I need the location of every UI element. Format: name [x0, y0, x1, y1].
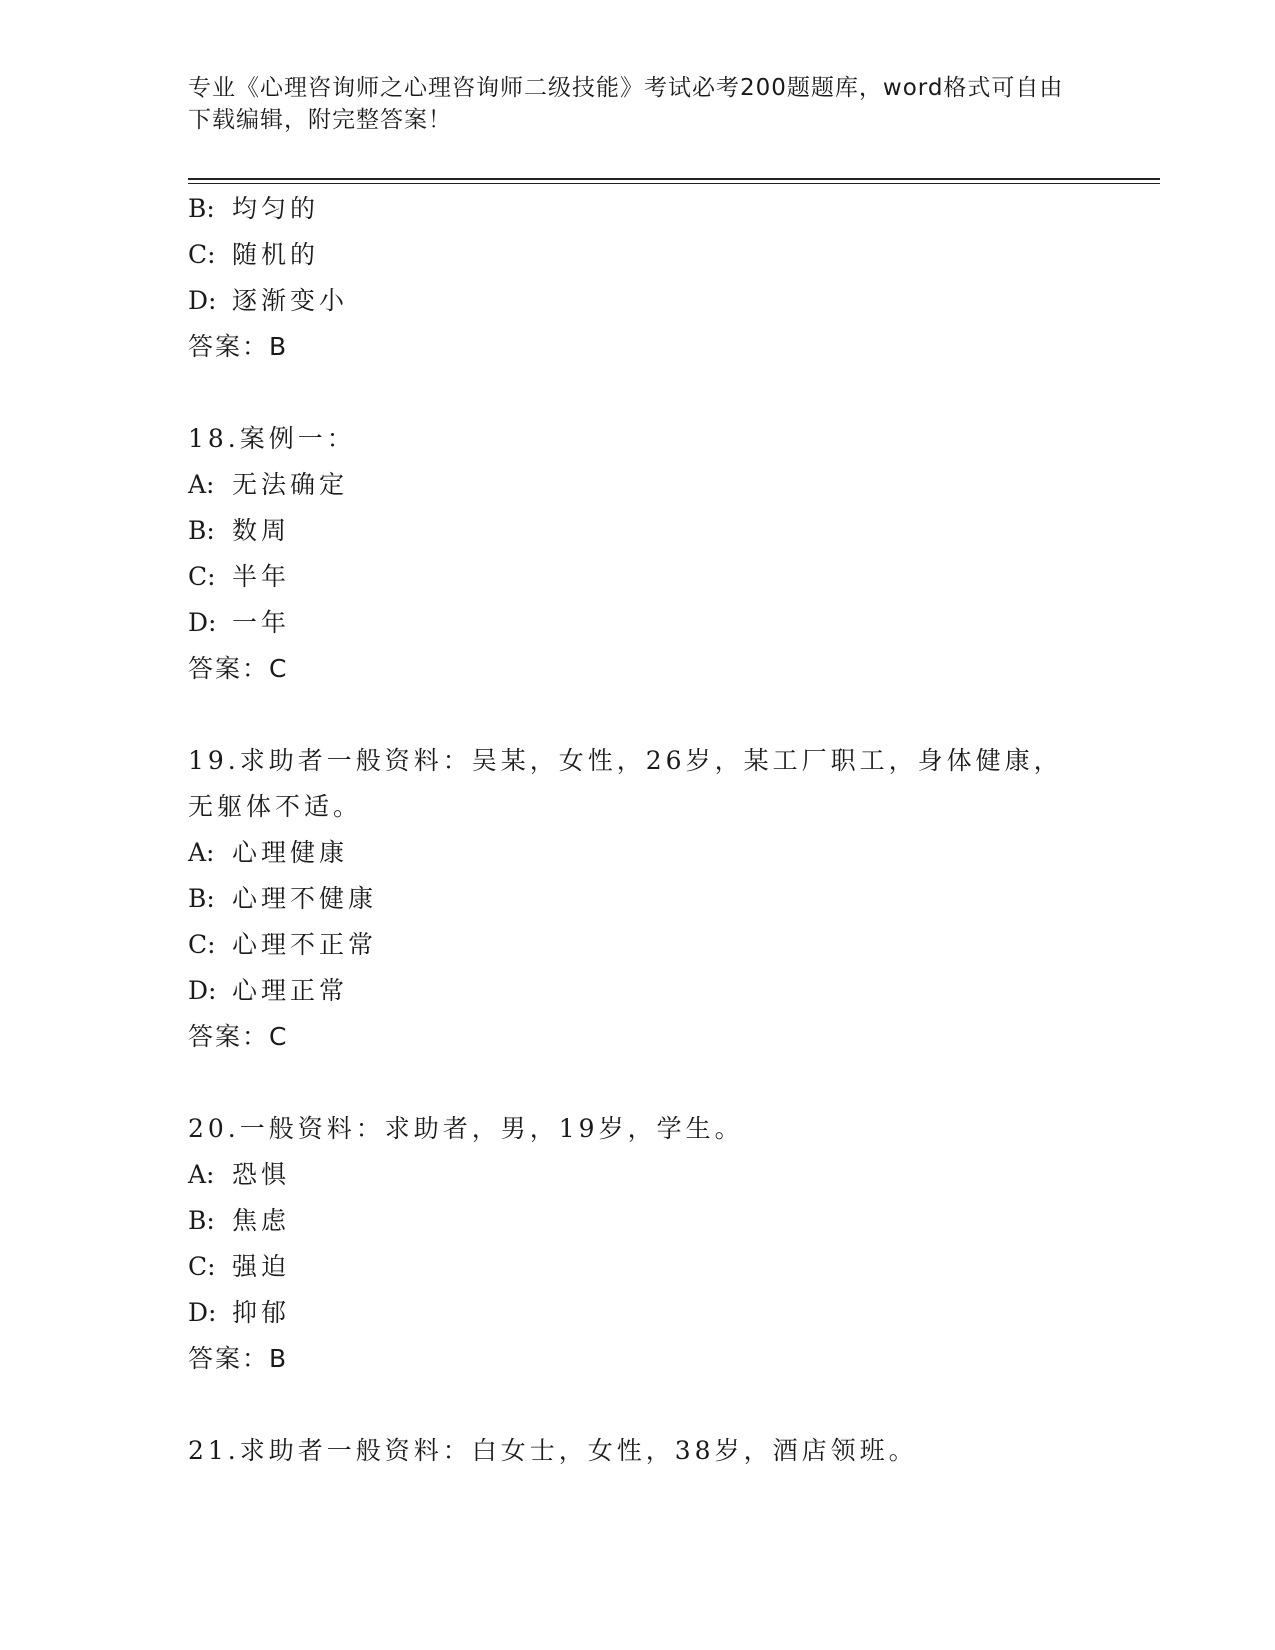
header-rule-thick	[188, 178, 1160, 180]
spacer	[188, 692, 1088, 738]
option-label: 心理不正常	[232, 930, 378, 959]
option-label: 随机的	[232, 240, 320, 269]
option-label: 强迫	[232, 1252, 291, 1281]
option-line	[188, 232, 1088, 278]
answer-line: 答案：B	[188, 1344, 289, 1373]
option-key: A:	[188, 470, 215, 499]
option-key: C:	[188, 240, 216, 269]
option-key: B:	[188, 1206, 215, 1235]
option-line	[188, 278, 1088, 324]
option-line	[188, 186, 1088, 232]
answer-line: 答案：B	[188, 332, 289, 361]
option-label: 焦虑	[232, 1206, 291, 1235]
option-line	[188, 508, 1088, 554]
option-label: 恐惧	[232, 1160, 291, 1189]
option-line	[188, 968, 1088, 1014]
option-key: B:	[188, 884, 215, 913]
option-label: 数周	[232, 516, 291, 545]
option-line	[188, 876, 1088, 922]
question-text: 21.求助者一般资料：白女士，女性，38岁，酒店领班。	[188, 1436, 918, 1465]
option-label: 逐渐变小	[232, 286, 349, 315]
question-list	[188, 186, 1088, 1474]
question-block	[188, 186, 1088, 370]
option-key: D:	[188, 286, 217, 315]
option-label: 无法确定	[232, 470, 349, 499]
answer-line: 答案：C	[188, 1022, 289, 1051]
question-block	[188, 1106, 1088, 1382]
option-label: 半年	[232, 562, 291, 591]
option-key: D:	[188, 1298, 217, 1327]
question-text: 19.求助者一般资料：吴某，女性，26岁，某工厂职工，身体健康，无躯体不适。	[188, 746, 1063, 821]
option-label: 心理健康	[232, 838, 349, 867]
header-rule-thin	[188, 183, 1160, 184]
option-line	[188, 600, 1088, 646]
option-key: A:	[188, 1160, 215, 1189]
option-key: D:	[188, 608, 217, 637]
option-key: A:	[188, 838, 215, 867]
option-line	[188, 1152, 1088, 1198]
option-key: C:	[188, 1252, 216, 1281]
option-key: C:	[188, 930, 216, 959]
question-text: 20.一般资料：求助者，男，19岁，学生。	[188, 1114, 744, 1143]
option-key: B:	[188, 516, 215, 545]
question-block	[188, 416, 1088, 692]
spacer	[188, 370, 1088, 416]
option-label: 抑郁	[232, 1298, 291, 1327]
spacer	[188, 1382, 1088, 1428]
option-label: 心理正常	[232, 976, 349, 1005]
option-key: C:	[188, 562, 216, 591]
option-key: B:	[188, 194, 215, 223]
option-line	[188, 1198, 1088, 1244]
option-key: D:	[188, 976, 217, 1005]
option-line	[188, 830, 1088, 876]
option-label: 均匀的	[232, 194, 320, 223]
option-line	[188, 1244, 1088, 1290]
option-line	[188, 1290, 1088, 1336]
document-header: 专业《心理咨询师之心理咨询师二级技能》考试必考200题题库，word格式可自由下载编辑，附完整答案！	[188, 75, 1064, 133]
question-block	[188, 1428, 1088, 1474]
answer-line: 答案：C	[188, 654, 289, 683]
question-block	[188, 738, 1088, 1060]
question-text: 18.案例一：	[188, 424, 356, 453]
option-label: 心理不健康	[232, 884, 378, 913]
option-line	[188, 462, 1088, 508]
option-label: 一年	[232, 608, 291, 637]
option-line	[188, 554, 1088, 600]
spacer	[188, 1060, 1088, 1106]
option-line	[188, 922, 1088, 968]
